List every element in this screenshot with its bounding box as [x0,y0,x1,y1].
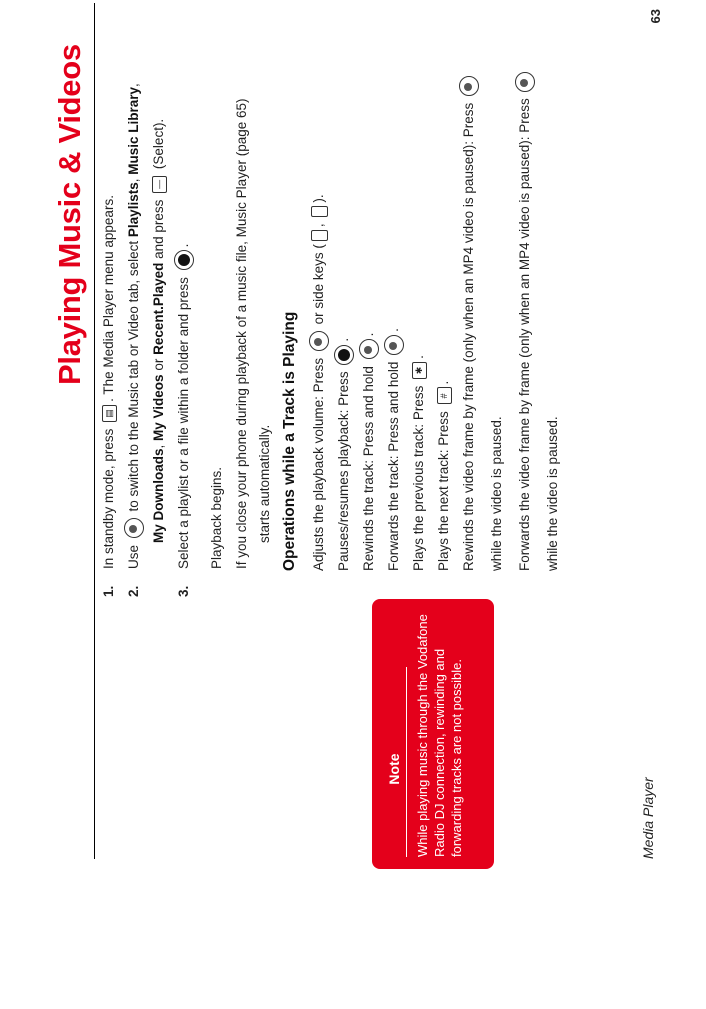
note-body: While playing music through the Vodafone Radio DJ connection, rewinding and forwarding tracks are not possible. [415,614,464,857]
op-video-rewind: Rewinds the video frame by frame (only when an MP4 video is paused): Press [456,73,481,571]
star-key-icon: ✱ [412,362,427,379]
step-2: 2. Use to switch to the Music tab or Video tab, select Playlists, Music Library, [121,83,146,569]
ok-key-icon [174,250,194,270]
note-box [372,599,494,869]
op-pause: Pauses/resumes playback: Press . [331,338,356,571]
step-number: 2. [126,585,141,597]
nav-right-key-icon [515,72,535,92]
page-number: 63 [648,9,663,24]
note-divider [406,667,407,857]
page-title: Playing Music & Videos [52,44,87,385]
op-forward: Forwards the track: Press and hold . [381,328,406,571]
op-video-rewind-continued: while the video is paused. [489,416,504,571]
step-3: 3. Select a playlist or a file within a folder and press . [171,244,196,569]
nav-key-icon [309,331,329,351]
nav-key-icon [124,518,144,538]
op-volume: Adjusts the playback volume: Press or side keys (, ). [306,194,331,571]
side-key-up-icon [311,230,328,241]
op-video-forward-continued: while the video is paused. [545,416,560,571]
hash-key-icon: # [437,387,452,404]
result-text: Playback begins. [209,466,224,569]
step-1: 1. In standby mode, press ▤. The Media Player menu appears. [96,195,121,569]
op-next: Plays the next track: Press #. [436,380,451,571]
info-text-continued: starts automatically. [257,424,272,543]
soft-key-icon: — [152,176,167,193]
op-rewind: Rewinds the track: Press and hold . [356,333,381,571]
step-number: 1. [101,585,116,597]
op-previous: Plays the previous track: Press ✱. [411,355,426,571]
info-text: If you close your phone during playback of a music file, Music Player (page 65) [234,98,249,569]
media-key-icon: ▤ [102,405,117,422]
step-2-continued: My Downloads, My Videos or Recent.Played and press — (Select). [151,118,166,543]
nav-left-key-icon [359,339,379,359]
note-title: Note [386,753,402,785]
step-number: 3. [176,585,191,597]
op-video-forward: Forwards the video frame by frame (only when an MP4 video is paused): Press [512,69,537,571]
nav-right-key-icon [384,335,404,355]
header-rule [94,3,95,859]
section-heading: Operations while a Track is Playing [281,311,298,571]
nav-left-key-icon [459,76,479,96]
side-key-down-icon [311,206,328,217]
footer-section-name: Media Player [640,777,656,859]
ok-key-icon [334,345,354,365]
